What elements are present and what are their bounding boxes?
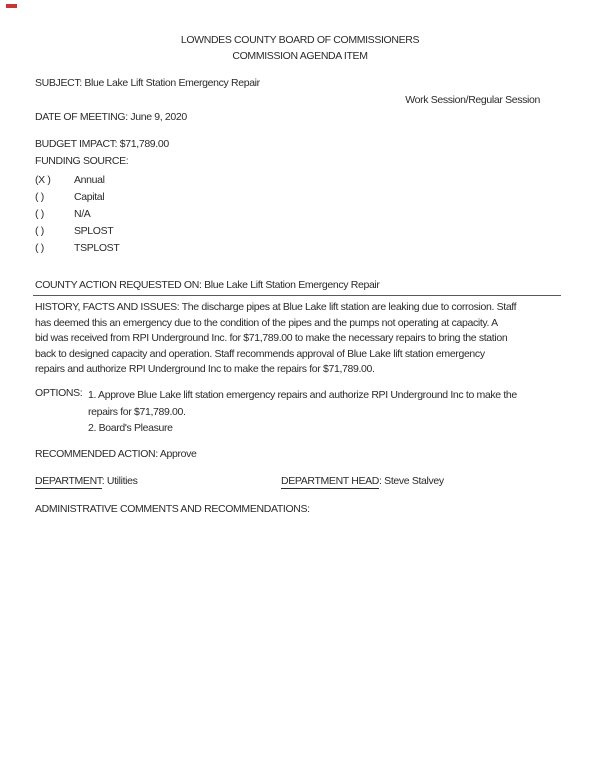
department-field xyxy=(35,475,138,487)
history-line: repairs and authorize RPI Underground Inc to make the repairs for $71,789.00. xyxy=(35,363,375,375)
department-head-label: DEPARTMENT HEAD xyxy=(281,475,380,487)
funding-option-splost xyxy=(35,223,119,240)
checkbox-mark: ( ) xyxy=(35,242,44,254)
department-row xyxy=(0,475,600,491)
checkbox-mark: ( ) xyxy=(35,191,44,203)
funding-option-label: Annual xyxy=(74,174,105,186)
options-item-1-continued: repairs for $71,789.00. xyxy=(88,405,186,418)
funding-option-annual xyxy=(35,172,119,189)
checkbox-mark: ( ) xyxy=(35,225,44,237)
history-line: has deemed this an emergency due to the condition of the pipes and the pumps not operating at capacity. A xyxy=(35,316,498,329)
history-facts-paragraph xyxy=(35,300,516,378)
history-line: back to designed capacity and operation. Staff recommends approval of Blue Lake lift station emergency xyxy=(35,347,485,360)
options-item-2: 2. Board's Pleasure xyxy=(88,422,173,434)
session-type: Work Session/Regular Session xyxy=(405,94,540,106)
funding-option-label: SPLOST xyxy=(74,225,114,237)
department-head-value: : Steve Stalvey xyxy=(379,475,444,487)
department-value: : Utilities xyxy=(101,475,138,487)
funding-option-na xyxy=(35,206,119,223)
funding-option-capital xyxy=(35,189,119,206)
admin-comments-heading: ADMINISTRATIVE COMMENTS AND RECOMMENDATIONS: xyxy=(35,503,310,515)
subject-line: SUBJECT: Blue Lake Lift Station Emergency Repair xyxy=(35,77,260,89)
funding-option-label: Capital xyxy=(74,191,105,203)
county-action-heading xyxy=(33,278,561,296)
history-line: bid was received from RPI Underground Inc. for $71,789.00 to make the necessary repairs to bring the station xyxy=(35,332,508,344)
options-item-1: 1. Approve Blue Lake lift station emergency repairs and authorize RPI Underground Inc to make the xyxy=(88,389,517,401)
funding-option-tsplost xyxy=(35,240,119,257)
budget-impact: BUDGET IMPACT: $71,789.00 xyxy=(35,138,169,150)
department-head-field xyxy=(281,475,444,487)
red-corner-mark xyxy=(6,4,17,8)
options-list xyxy=(88,387,517,437)
history-line: HISTORY, FACTS AND ISSUES: The discharge pipes at Blue Lake lift station are leaking due to corrosion. Staff xyxy=(35,301,517,313)
checkbox-mark: (X ) xyxy=(35,174,51,186)
funding-options-list xyxy=(35,172,119,257)
recommended-action: RECOMMENDED ACTION: Approve xyxy=(35,448,197,460)
document-header xyxy=(0,33,600,64)
funding-source-label: FUNDING SOURCE: xyxy=(35,155,129,167)
funding-option-label: N/A xyxy=(74,208,91,220)
meeting-date: DATE OF MEETING: June 9, 2020 xyxy=(35,111,187,123)
county-action-text: COUNTY ACTION REQUESTED ON: Blue Lake Lift Station Emergency Repair xyxy=(35,279,380,291)
document-subtitle: COMMISSION AGENDA ITEM xyxy=(232,49,368,62)
funding-option-label: TSPLOST xyxy=(74,242,120,254)
checkbox-mark: ( ) xyxy=(35,208,44,220)
document-title: LOWNDES COUNTY BOARD OF COMMISSIONERS xyxy=(180,34,420,46)
options-label: OPTIONS: xyxy=(35,387,83,399)
department-label: DEPARTMENT xyxy=(35,475,102,487)
